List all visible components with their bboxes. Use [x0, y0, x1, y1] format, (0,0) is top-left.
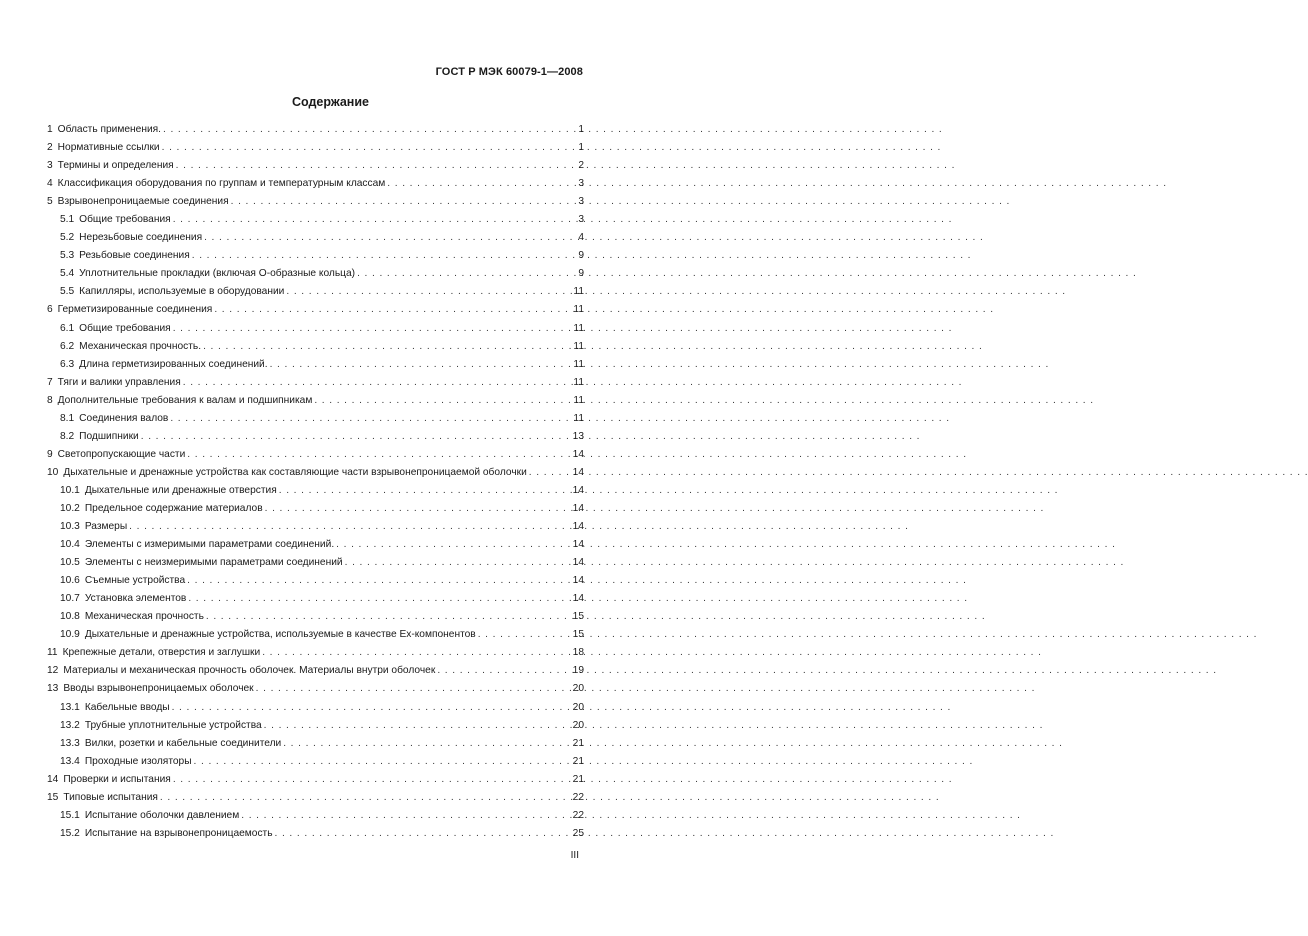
- toc-entry[interactable]: [47, 680, 584, 698]
- toc-entry-number: 12: [47, 665, 59, 677]
- toc-entry[interactable]: [47, 410, 584, 428]
- toc-entry[interactable]: [47, 735, 584, 753]
- toc-entry[interactable]: [47, 265, 584, 283]
- document-header: ГОСТ Р МЭК 60079-1—2008: [435, 66, 583, 78]
- toc-entry-number: 15: [47, 791, 59, 803]
- toc-entry[interactable]: [47, 356, 584, 374]
- toc-entry-page: 3: [578, 178, 584, 190]
- toc-entry-title: Тяги и валики управления: [57, 376, 181, 388]
- toc-entry-number: 10.8: [60, 611, 80, 623]
- toc-entry-page: 14: [572, 484, 584, 496]
- toc-entry-page: 2: [578, 160, 584, 172]
- toc-entry[interactable]: [47, 717, 584, 735]
- toc-entry-page: 11: [573, 340, 584, 352]
- toc-entry[interactable]: [47, 825, 584, 843]
- dot-leader: [162, 139, 574, 157]
- toc-entry-page: 20: [572, 683, 584, 695]
- toc-entry-title: Подшипники: [79, 430, 139, 442]
- toc-entry-page: 22: [572, 791, 584, 803]
- dot-leader: [141, 428, 571, 446]
- toc-entry-number: 13.2: [60, 719, 80, 731]
- toc-entry[interactable]: [47, 482, 584, 500]
- dot-leader: [172, 699, 571, 717]
- toc-entry-page: 14: [572, 502, 584, 514]
- toc-entry-title: Проверки и испытания: [63, 773, 171, 785]
- toc-entry-page: 18: [572, 647, 584, 659]
- dot-leader: [160, 789, 571, 807]
- toc-entry-page: 3: [578, 196, 584, 208]
- dot-leader: [279, 482, 571, 500]
- toc-entry-title: Элементы с неизмеримыми параметрами соединений: [84, 557, 343, 569]
- dot-leader: [187, 446, 570, 464]
- toc-entry[interactable]: [47, 464, 584, 482]
- toc-entry[interactable]: [47, 626, 584, 644]
- toc-entry-title: Термины и определения: [57, 160, 174, 172]
- toc-entry[interactable]: [47, 338, 584, 356]
- toc-entry-page: 11: [573, 412, 584, 424]
- dot-leader: [270, 356, 572, 374]
- toc-entry-page: 15: [572, 611, 584, 623]
- toc-entry[interactable]: [47, 807, 584, 825]
- toc-entry[interactable]: [47, 536, 584, 554]
- toc-entry-number: 5: [47, 196, 53, 208]
- dot-leader: [204, 229, 574, 247]
- toc-entry[interactable]: [47, 662, 584, 680]
- toc-entry[interactable]: [47, 139, 584, 157]
- toc-entry-title: Испытание оболочки давлением: [84, 809, 240, 821]
- table-of-contents: [47, 121, 584, 843]
- dot-leader: [314, 392, 571, 410]
- toc-entry-title: Капилляры, используемые в оборудовании: [79, 286, 285, 298]
- toc-entry-page: 21: [572, 773, 584, 785]
- toc-entry[interactable]: [47, 283, 584, 301]
- toc-entry-title: Трубные уплотнительные устройства: [84, 719, 262, 731]
- dot-leader: [265, 500, 571, 518]
- toc-entry-title: Размеры: [84, 521, 128, 533]
- toc-entry-title: Вводы взрывонепроницаемых оболочек: [63, 683, 254, 695]
- toc-entry-number: 9: [47, 448, 53, 460]
- toc-entry-page: 20: [572, 701, 584, 713]
- toc-entry[interactable]: [47, 193, 584, 211]
- toc-entry[interactable]: [47, 518, 584, 536]
- toc-entry-number: 10.9: [60, 629, 80, 641]
- dot-leader: [345, 554, 571, 572]
- dot-leader: [170, 410, 571, 428]
- dot-leader: [187, 572, 571, 590]
- toc-entry-number: 7: [47, 376, 53, 388]
- toc-entry-title: Дополнительные требования к валам и подшипникам: [57, 394, 313, 406]
- toc-entry-number: 5.5: [60, 286, 75, 298]
- toc-entry-number: 10.6: [60, 575, 80, 587]
- toc-entry-title: Нормативные ссылки: [57, 142, 160, 154]
- dot-leader: [206, 608, 571, 626]
- dot-leader: [336, 536, 571, 554]
- toc-entry-number: 15.1: [60, 809, 80, 821]
- toc-entry-title: Герметизированные соединения: [57, 304, 213, 316]
- toc-title: Содержание: [291, 95, 369, 109]
- toc-entry-page: 9: [578, 250, 584, 262]
- toc-entry[interactable]: [47, 428, 584, 446]
- toc-entry-number: 10.5: [60, 557, 80, 569]
- dot-leader: [214, 301, 571, 319]
- dot-leader: [529, 464, 571, 482]
- toc-entry-page: 14: [572, 466, 584, 478]
- toc-entry[interactable]: [47, 789, 584, 807]
- toc-entry-page: 22: [572, 809, 584, 821]
- dot-leader: [387, 175, 574, 193]
- toc-entry-number: 14: [47, 773, 59, 785]
- toc-entry[interactable]: [47, 121, 584, 139]
- toc-entry-number: 13: [47, 683, 59, 695]
- toc-entry-number: 13.3: [60, 737, 80, 749]
- toc-entry[interactable]: [47, 446, 584, 464]
- toc-entry-title: Взрывонепроницаемые соединения: [57, 196, 229, 208]
- toc-entry[interactable]: [47, 157, 584, 175]
- dot-leader: [173, 320, 572, 338]
- dot-leader: [203, 338, 571, 356]
- dot-leader: [194, 753, 571, 771]
- toc-entry-title: Предельное содержание материалов: [84, 502, 263, 514]
- toc-entry-title: Установка элементов: [84, 593, 187, 605]
- toc-entry[interactable]: [47, 320, 584, 338]
- toc-entry[interactable]: [47, 392, 584, 410]
- toc-entry-number: 8: [47, 394, 53, 406]
- toc-entry-title: Вилки, розетки и кабельные соединители: [84, 737, 282, 749]
- toc-entry[interactable]: [47, 644, 584, 662]
- toc-entry-title: Материалы и механическая прочность оболочек. Материалы внутри оболочек: [63, 665, 436, 677]
- toc-entry-page: 9: [578, 268, 584, 280]
- toc-entry-number: 1: [47, 124, 53, 135]
- toc-entry-page: 14: [572, 557, 584, 569]
- toc-entry-number: 3: [47, 160, 53, 172]
- toc-entry-page: 11: [573, 304, 584, 316]
- toc-entry[interactable]: [47, 699, 584, 717]
- toc-entry[interactable]: [47, 500, 584, 518]
- toc-entry-title: Кабельные вводы: [84, 701, 170, 713]
- toc-entry-title: Крепежные детали, отверстия и заглушки: [62, 647, 261, 659]
- dot-leader: [275, 825, 571, 843]
- toc-entry-number: 5.3: [60, 250, 75, 262]
- toc-entry-page: 11: [573, 286, 584, 298]
- toc-entry-title: Светопропускающие части: [57, 448, 186, 460]
- toc-entry-page: 21: [572, 755, 584, 767]
- toc-entry-page: 19: [572, 665, 584, 677]
- toc-entry-page: 14: [572, 539, 584, 551]
- toc-entry-page: 14: [572, 448, 584, 460]
- toc-entry-page: 11: [573, 322, 584, 334]
- toc-entry-page: 4: [578, 232, 584, 244]
- toc-entry-number: 10: [47, 466, 59, 478]
- toc-entry-page: 14: [572, 593, 584, 605]
- toc-entry-number: 11: [47, 647, 58, 659]
- toc-entry-title: Проходные изоляторы: [84, 755, 192, 767]
- toc-entry[interactable]: [47, 229, 584, 247]
- toc-entry-title: Классификация оборудования по группам и температурным классам: [57, 178, 386, 190]
- toc-entry-number: 6: [47, 304, 53, 316]
- dot-leader: [437, 662, 570, 680]
- toc-entry-number: 8.2: [60, 430, 75, 442]
- toc-entry-title: Длина герметизированных соединений.: [79, 358, 268, 370]
- toc-entry-title: Дыхательные и дренажные устройства как составляющие части взрывонепроницаемой оболочки: [63, 466, 527, 478]
- toc-entry[interactable]: [47, 753, 584, 771]
- toc-entry-page: 20: [572, 719, 584, 731]
- toc-entry-title: Механическая прочность: [84, 611, 204, 623]
- toc-entry-number: 15.2: [60, 827, 80, 839]
- dot-leader: [173, 771, 571, 789]
- toc-entry-title: Типовые испытания: [63, 791, 158, 803]
- toc-entry-page: 15: [572, 629, 584, 641]
- toc-entry-number: 5.4: [60, 268, 75, 280]
- toc-entry-number: 4: [47, 178, 53, 190]
- toc-entry-page: 11: [573, 376, 584, 388]
- toc-entry-number: 6.3: [60, 358, 75, 370]
- toc-entry-page: 13: [572, 430, 584, 442]
- dot-leader: [286, 283, 571, 301]
- toc-entry-title: Съемные устройства: [84, 575, 186, 587]
- toc-entry[interactable]: [47, 590, 584, 608]
- toc-entry-title: Нерезьбовые соединения: [79, 232, 203, 244]
- toc-entry-title: Общие требования: [79, 214, 171, 226]
- toc-entry-page: 11: [573, 394, 584, 406]
- toc-entry[interactable]: [47, 175, 584, 193]
- toc-entry[interactable]: [47, 374, 584, 392]
- toc-entry-number: 6.1: [60, 322, 75, 334]
- toc-entry-number: 10.2: [60, 502, 80, 514]
- toc-entry-title: Дыхательные и дренажные устройства, используемые в качестве Ex-компонентов: [84, 629, 476, 641]
- toc-entry-title: Элементы с измеримыми параметрами соединений.: [84, 539, 335, 551]
- dot-leader: [192, 247, 574, 265]
- toc-entry[interactable]: [47, 554, 584, 572]
- toc-entry-number: 10.3: [60, 521, 80, 533]
- toc-entry-number: 10.7: [60, 593, 80, 605]
- toc-entry-page: 21: [572, 737, 584, 749]
- dot-leader: [231, 193, 574, 211]
- toc-entry-title: Механическая прочность.: [79, 340, 202, 352]
- toc-entry-number: 13.4: [60, 755, 80, 767]
- toc-entry[interactable]: [47, 771, 584, 789]
- toc-entry-title: Уплотнительные прокладки (включая О-образные кольца): [79, 268, 356, 280]
- toc-entry-page: 25: [572, 827, 584, 839]
- toc-entry-title: Дыхательные или дренажные отверстия: [84, 484, 277, 496]
- toc-entry-page: 11: [573, 358, 584, 370]
- dot-leader: [183, 374, 572, 392]
- toc-entry-number: 2: [47, 142, 53, 154]
- dot-leader: [283, 735, 570, 753]
- dot-leader: [129, 518, 570, 536]
- toc-entry-title: Резьбовые соединения: [79, 250, 190, 262]
- dot-leader: [163, 121, 574, 139]
- dot-leader: [241, 807, 570, 825]
- toc-entry-number: 10.4: [60, 539, 80, 551]
- toc-entry-title: Испытание на взрывонепроницаемость: [84, 827, 273, 839]
- toc-entry-number: 10.1: [60, 484, 80, 496]
- toc-entry[interactable]: [47, 211, 584, 229]
- dot-leader: [256, 680, 571, 698]
- dot-leader: [357, 265, 574, 283]
- toc-entry-page: 14: [572, 521, 584, 533]
- toc-entry-number: 5.2: [60, 232, 75, 244]
- page-number: III: [570, 850, 579, 861]
- dot-leader: [188, 590, 570, 608]
- dot-leader: [176, 157, 574, 175]
- dot-leader: [262, 644, 570, 662]
- toc-entry[interactable]: [47, 608, 584, 626]
- toc-entry[interactable]: [47, 301, 584, 319]
- dot-leader: [478, 626, 571, 644]
- toc-entry[interactable]: [47, 247, 584, 265]
- toc-entry-page: 1: [578, 124, 584, 135]
- toc-entry-page: 1: [578, 142, 584, 154]
- dot-leader: [264, 717, 571, 735]
- toc-entry-title: Соединения валов: [79, 412, 169, 424]
- toc-entry-number: 6.2: [60, 340, 75, 352]
- toc-entry-number: 8.1: [60, 412, 75, 424]
- toc-entry[interactable]: [47, 572, 584, 590]
- toc-entry-page: 14: [572, 575, 584, 587]
- dot-leader: [173, 211, 574, 229]
- toc-entry-title: Область применения.: [57, 124, 161, 135]
- toc-entry-title: Общие требования: [79, 322, 171, 334]
- toc-entry-page: 3: [578, 214, 584, 226]
- toc-entry-number: 5.1: [60, 214, 75, 226]
- toc-entry-number: 13.1: [60, 701, 80, 713]
